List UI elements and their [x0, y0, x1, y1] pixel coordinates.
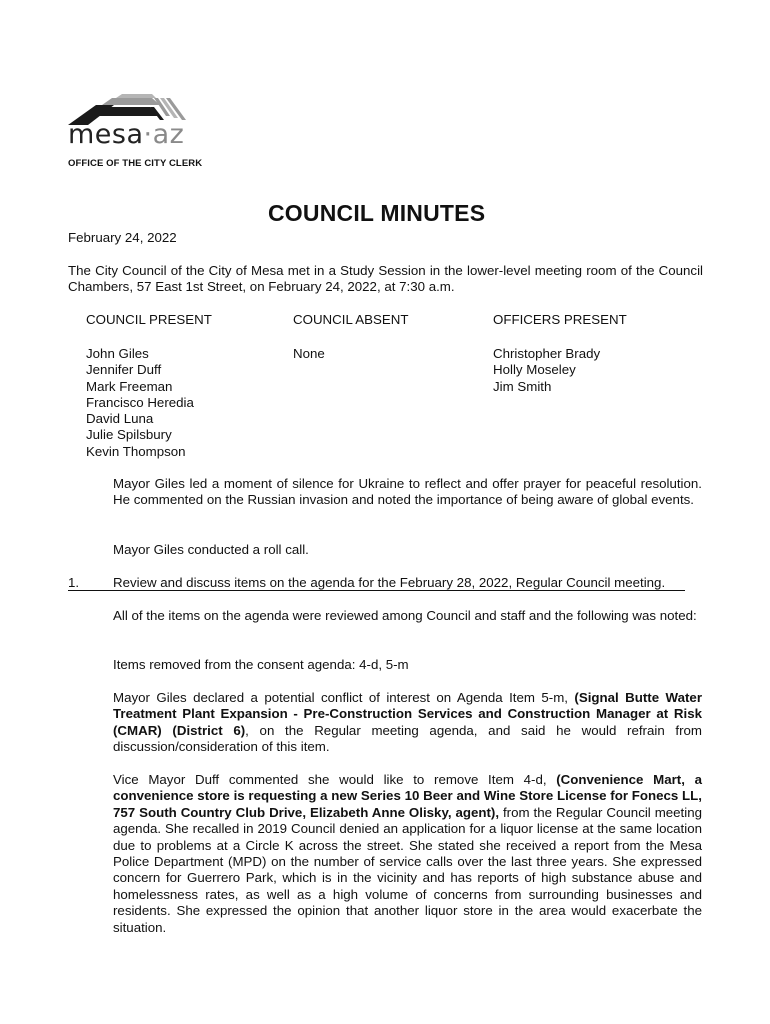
- item-underline: [68, 590, 685, 591]
- list-item: Jim Smith: [493, 378, 552, 394]
- officers-present-heading: OFFICERS PRESENT: [493, 312, 627, 327]
- logo-wordmark: mesa·az: [68, 119, 185, 150]
- item-number: 1.: [68, 575, 80, 590]
- duff-paragraph: Vice Mayor Duff commented she would like to remove Item 4-d, (Convenience Mart, a convenience store is requesting a new Series 10 Beer and Wine Store License for Fonecs LL, 757 South Country Club Drive, Elizabeth Anne Olisky, agent), from the Regular Council meeting agenda. She recalled in 2019 Council denied an application for a liquor license at the same location due to problems at a Circle K across the street. She stated she received a report from the Mesa Police Department (MPD) on the number of service calls over the last three years. She expressed concern for Guerrero Park, which is in the vicinity and has reports of high substance abuse and homelessness rates, as well as a high volume of concerns from surrounding businesses and residents. She expressed the opinion that another liquor store in the area would exacerbate the situation.: [113, 772, 703, 935]
- list-item: Francisco Heredia: [86, 394, 194, 410]
- council-present-heading: COUNCIL PRESENT: [86, 312, 212, 327]
- item-title: Review and discuss items on the agenda for the February 28, 2022, Regular Council meeting.: [113, 575, 666, 590]
- list-item: Holly Moseley: [493, 362, 576, 378]
- list-item: Christopher Brady: [493, 346, 601, 361]
- silence-paragraph: Mayor Giles led a moment of silence for Ukraine to reflect and offer prayer for peaceful resolution. He commented on the Russian invasion and noted the importance of being aware of global events.: [113, 476, 702, 508]
- council-absent-list: [293, 346, 325, 362]
- list-item: Julie Spilsbury: [86, 427, 172, 443]
- list-item: John Giles: [86, 346, 149, 361]
- list-item: David Luna: [86, 411, 154, 427]
- council-present-list: [86, 346, 194, 460]
- reviewed-paragraph: All of the items on the agenda were reviewed among Council and staff and the following was noted:: [113, 608, 697, 623]
- list-item: Jennifer Duff: [86, 362, 162, 378]
- office-label: OFFICE OF THE CITY CLERK: [68, 158, 203, 169]
- list-item: Kevin Thompson: [86, 443, 186, 459]
- council-absent-heading: COUNCIL ABSENT: [293, 312, 409, 327]
- page-title: COUNCIL MINUTES: [268, 200, 486, 226]
- roll-call-paragraph: Mayor Giles conducted a roll call.: [113, 542, 309, 557]
- removed-items-paragraph: Items removed from the consent agenda: 4-d, 5-m: [113, 657, 409, 672]
- officers-present-list: [493, 346, 600, 395]
- meeting-date: February 24, 2022: [68, 230, 177, 245]
- conflict-paragraph: Mayor Giles declared a potential conflict of interest on Agenda Item 5-m, (Signal Butte Water Treatment Plant Expansion - Pre-Construction Services and Construction Manager at Risk (CMAR) (District 6), on the Regular meeting agenda, and said he would refrain from discussion/consideration of this item.: [113, 690, 702, 755]
- list-item: None: [293, 346, 325, 361]
- list-item: Mark Freeman: [86, 378, 173, 394]
- intro-paragraph: The City Council of the City of Mesa met in a Study Session in the lower-level meeting room of the Council Chambers, 57 East 1st Street, on February 24, 2022, at 7:30 a.m.: [68, 263, 703, 295]
